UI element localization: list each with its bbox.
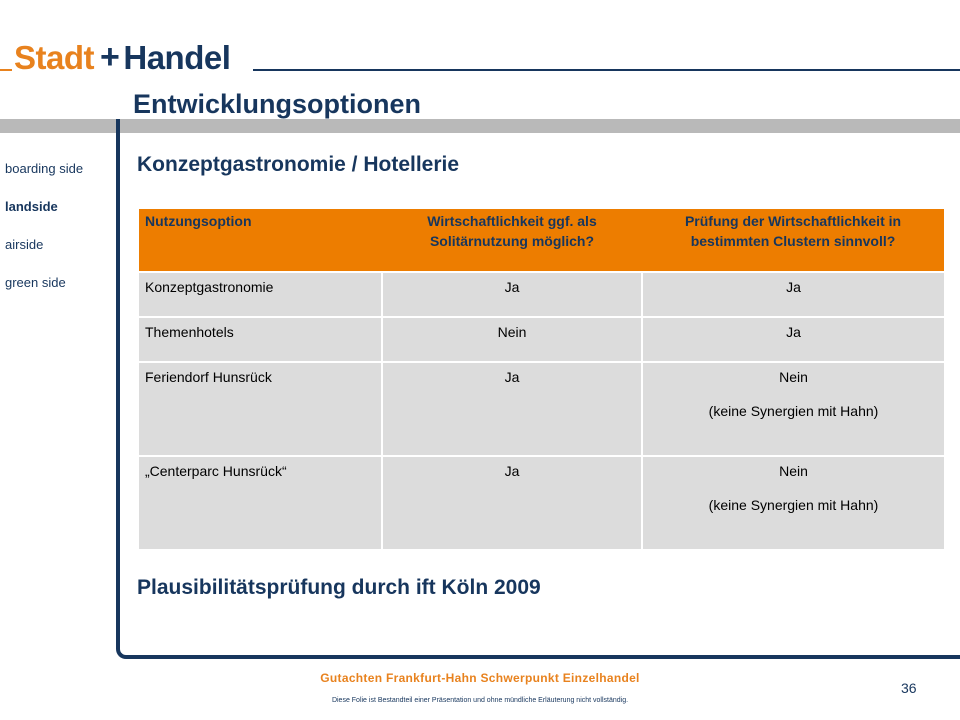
- column-header-cluster: Prüfung der Wirtschaftlichkeit in bestimmten Clustern sinnvoll?: [642, 209, 944, 272]
- footer-disclaimer: Diese Folie ist Bestandteil einer Präsentation und ohne mündliche Erläuterung nicht vollständig.: [331, 697, 629, 704]
- cell-cluster: [642, 317, 944, 362]
- page-title: Entwicklungsoptionen: [133, 89, 421, 119]
- section-title: Konzeptgastronomie / Hotellerie: [137, 153, 460, 176]
- cell-option: „Centerparc Hunsrück“: [139, 456, 382, 550]
- column-header-nutzungsoption: Nutzungsoption: [139, 209, 382, 272]
- logo-plus: +: [100, 38, 120, 76]
- cell-cluster-note: (keine Synergien mit Hahn): [708, 403, 879, 419]
- logo-word-handel: Handel: [123, 38, 231, 76]
- cell-solitaer: Nein: [382, 317, 642, 362]
- cell-cluster-note: (keine Synergien mit Hahn): [708, 497, 879, 513]
- cell-option: Feriendorf Hunsrück: [139, 362, 382, 456]
- column-header-solitaer: Wirtschaftlichkeit ggf. als Solitärnutzung möglich?: [382, 209, 642, 272]
- page-number: 36: [901, 680, 917, 696]
- cell-solitaer: Ja: [382, 272, 642, 317]
- cell-option: Konzeptgastronomie: [139, 272, 382, 317]
- header-rule-accent: [0, 69, 12, 71]
- table-header-row: [139, 209, 944, 272]
- cell-cluster-value: Ja: [786, 324, 801, 340]
- stadt-handel-logo: [14, 40, 230, 74]
- options-table: [139, 209, 944, 551]
- cell-cluster-value: Nein: [779, 463, 808, 479]
- logo-word-stadt: Stadt: [14, 38, 94, 76]
- cell-cluster-value: Nein: [779, 369, 808, 385]
- header-rule: [253, 69, 960, 71]
- cell-solitaer: Ja: [382, 456, 642, 550]
- plausibility-heading: Plausibilitätsprüfung durch ift Köln 2009: [137, 576, 541, 599]
- cell-cluster-value: Ja: [786, 279, 801, 295]
- sidebar-nav: [5, 160, 83, 312]
- sidebar-item-boarding-side[interactable]: boarding side: [5, 161, 84, 176]
- cell-cluster: [642, 362, 944, 456]
- table-row: [139, 456, 944, 550]
- cell-cluster: [642, 272, 944, 317]
- sidebar-item-green-side[interactable]: green side: [5, 275, 66, 290]
- table-row: [139, 272, 944, 317]
- footer-title: Gutachten Frankfurt-Hahn Schwerpunkt Einzelhandel: [320, 671, 640, 685]
- table-row: [139, 362, 944, 456]
- cell-option: Themenhotels: [139, 317, 382, 362]
- sidebar-item-airside[interactable]: airside: [5, 237, 44, 252]
- cell-cluster: [642, 456, 944, 550]
- sidebar-item-landside[interactable]: landside: [5, 199, 58, 214]
- cell-solitaer: Ja: [382, 362, 642, 456]
- table-row: [139, 317, 944, 362]
